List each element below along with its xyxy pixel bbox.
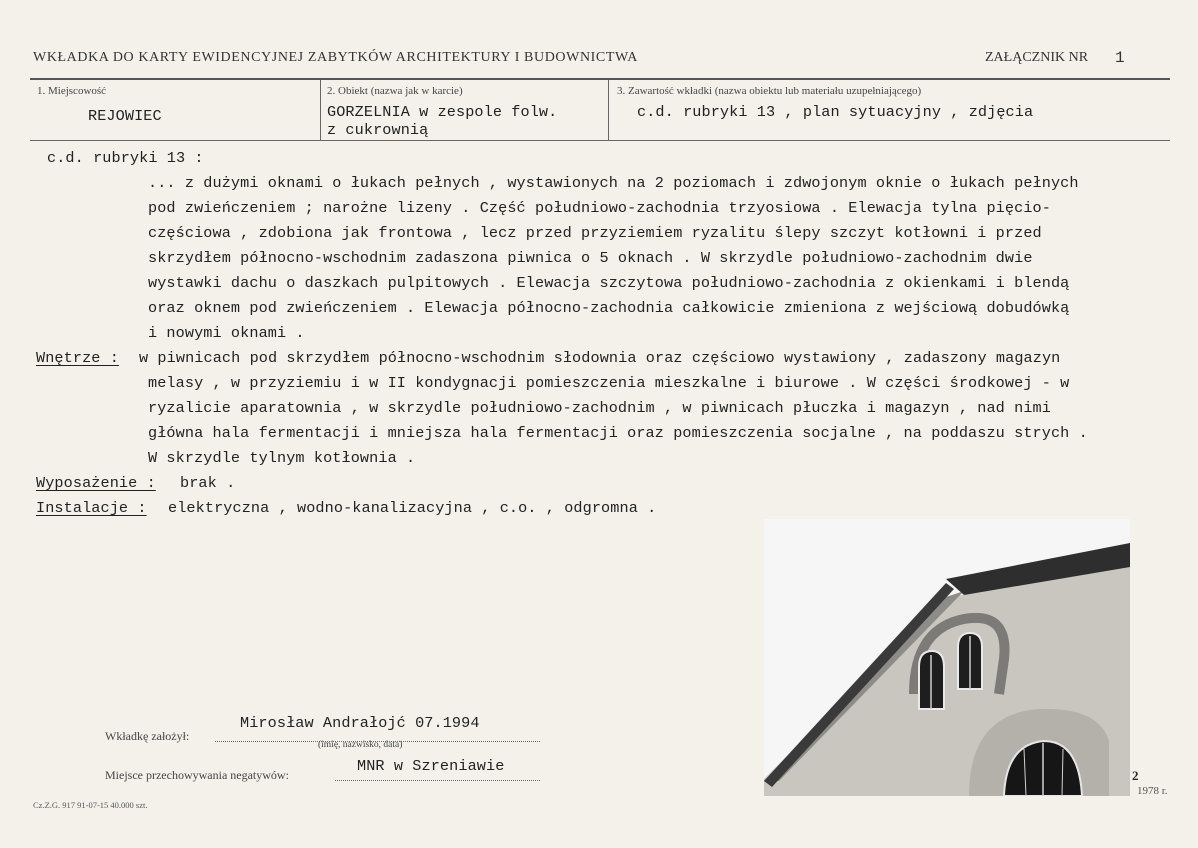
object-value-line-1: GORZELNIA w zespole folw.	[327, 103, 558, 121]
annex-number: 1	[1115, 49, 1125, 67]
interior-line: w piwnicach pod skrzydłem północno-wschodnim słodownia oraz częściowo wystawiony , zadaszony magazyn	[139, 349, 1061, 367]
equipment-value: brak .	[180, 474, 236, 492]
interior-line: ryzalicie aparatownia , w skrzydle południowo-zachodnim , w piwnicach płuczka i magazyn , nad nimi	[148, 399, 1051, 417]
content-label: 3. Zawartość wkładki (nazwa obiektu lub materiału uzupełniającego)	[617, 85, 922, 97]
description-line: wystawki dachu o daszkach pulpitowych . Elewacja szczytowa południowo-zachodnia z okienkami i blendą	[148, 274, 1070, 292]
interior-line: W skrzydle tylnym kotłownia .	[148, 449, 416, 467]
installations-value: elektryczna , wodno-kanalizacyjna , c.o. , odgromna .	[168, 499, 657, 517]
interior-heading: Wnętrze :	[36, 349, 119, 367]
interior-line: główna hala fermentacji i mniejsza hala fermentacji oraz pomieszczenia socjalne , na poddaszu strych .	[148, 424, 1088, 442]
gable-illustration	[764, 519, 1130, 796]
author-label: Wkładkę założył:	[105, 729, 190, 743]
object-value-line-2: z cukrownią	[327, 121, 429, 139]
header-divider	[320, 80, 321, 140]
equipment-heading: Wyposażenie :	[36, 474, 156, 492]
form-title: WKŁADKA DO KARTY EWIDENCYJNEJ ZABYTKÓW ARCHITEKTURY I BUDOWNICTWA	[33, 50, 638, 65]
header-divider	[608, 80, 609, 140]
annex-label: ZAŁĄCZNIK NR	[985, 50, 1089, 65]
content-value: c.d. rubryki 13 , plan sytuacyjny , zdjęcia	[637, 103, 1034, 121]
description-line: skrzydłem północno-wschodnim zadaszona piwnica o 5 oknach . W skrzydle południowo-zachodnim dwie	[148, 249, 1033, 267]
photo-number: 2	[1132, 768, 1139, 783]
storage-label: Miejsce przechowywania negatywów:	[105, 768, 289, 782]
description-line: częściowa , zdobiona jak frontowa , lecz przed przyziemiem ryzalitu ślepy szczyt kotłowni i przed	[148, 224, 1042, 242]
description-line: oraz oknem pod zwieńczeniem . Elewacja północno-zachodnia całkowicie zmieniona z wejściową dobudówką	[148, 299, 1070, 317]
installations-heading: Instalacje :	[36, 499, 147, 517]
print-info: Cz.Z.G. 917 91-07-15 40.000 szt.	[33, 800, 148, 810]
description-line: pod zwieńczeniem ; narożne lizeny . Część południowo-zachodnia trzyosiowa . Elewacja tylna pięcio-	[148, 199, 1051, 217]
author-value: Mirosław Andrałojć 07.1994	[240, 714, 480, 732]
storage-value: MNR w Szreniawie	[357, 757, 505, 775]
description-line: ... z dużymi oknami o łukach pełnych , wystawionych na 2 poziomach i zdwojonym oknie o łukach pełnych	[148, 174, 1079, 192]
locality-label: 1. Miejscowość	[37, 85, 107, 97]
locality-value: REJOWIEC	[88, 107, 162, 125]
intro-line: c.d. rubryki 13 :	[47, 149, 204, 167]
building-photo	[764, 519, 1130, 796]
description-line: i nowymi oknami .	[148, 324, 305, 342]
author-hint: (imię, nazwisko, data)	[318, 740, 403, 750]
storage-dotline	[335, 780, 540, 781]
object-label: 2. Obiekt (nazwa jak w karcie)	[327, 85, 463, 97]
interior-line: melasy , w przyziemiu i w II kondygnacji pomieszczenia mieszkalne i biurowe . W części środkowej - w	[148, 374, 1070, 392]
photo-year: 1978 r.	[1137, 785, 1168, 797]
